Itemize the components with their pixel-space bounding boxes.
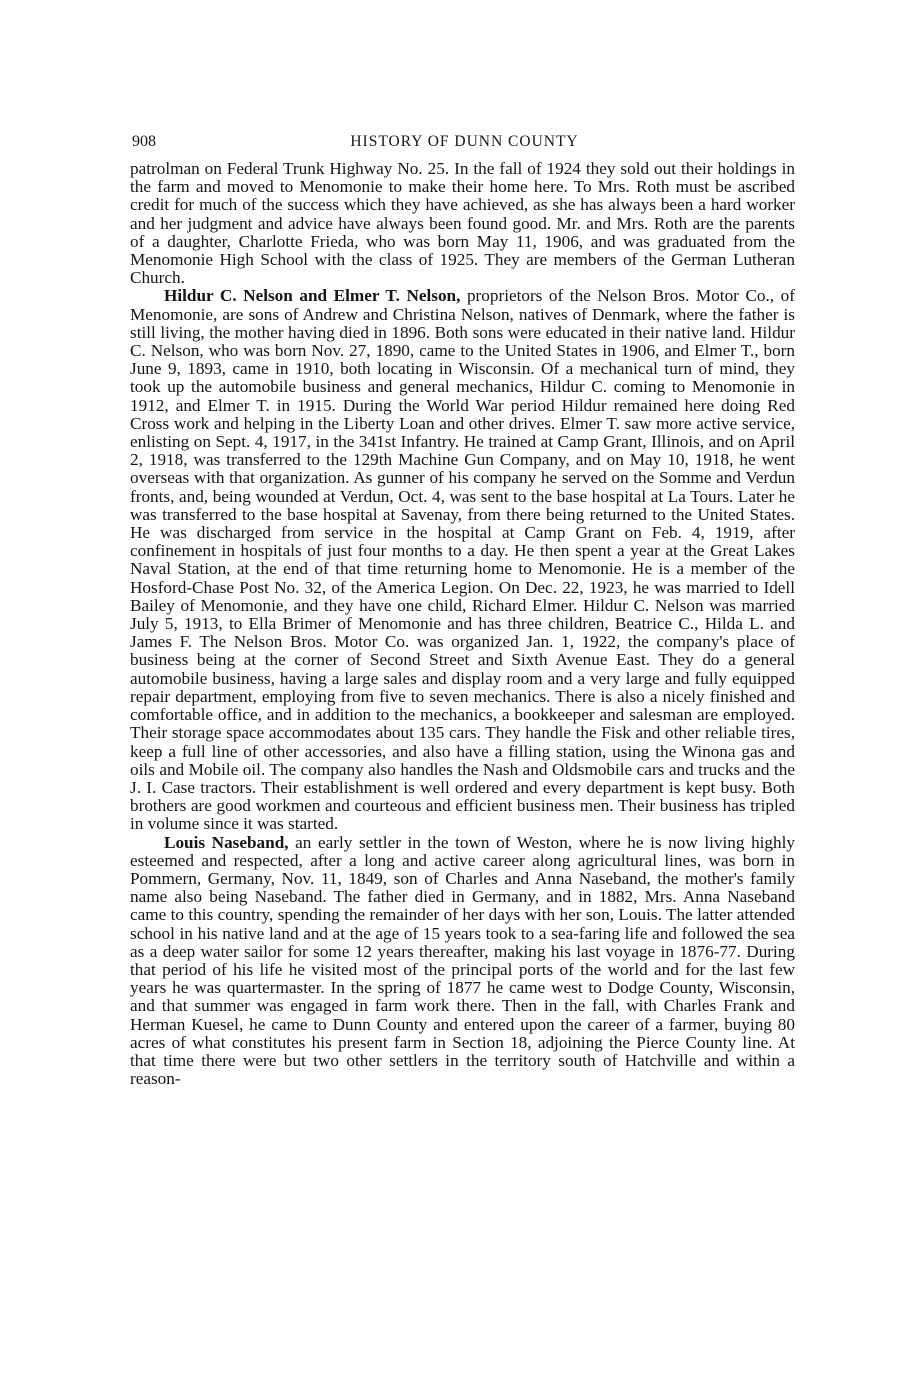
biography-subject-name: Louis Naseband, [164,832,289,852]
paragraph-nelson [130,287,795,833]
paragraph-roth-continued [130,160,795,287]
biography-subject-name: Hildur C. Nelson and Elmer T. Nelson, [164,286,461,306]
page-number: 908 [132,133,156,150]
running-title: HISTORY OF DUNN COUNTY [350,133,579,150]
paragraph-text: an early settler in the town of Weston, where he is now living highly esteemed and respected, after a long and active career along agricultural lines, was born in Pommern, Germany, Nov. 11, 1849, son of Charles and Anna Naseband, the mother's family name also being Naseband. The father died in Germany, and in 1882, Mrs. Anna Naseband came to this country, spending the remainder of her days with her son, Louis. The latter attended school in his native land and at the age of 15 years took to a sea-faring life and followed the sea as a deep water sailor for some 12 years thereafter, making his last voyage in 1876-77. During that period of his life he visited most of the principal ports of the world and for the last few years he was quartermaster. In the spring of 1877 he came west to Dodge County, Wisconsin, and that summer was engaged in farm work there. Then in the fall, with Charles Frank and Herman Kuesel, he came to Dunn County and entered upon the career of a farmer, buying 80 acres of what constitutes his present farm in Section 18, adjoining the Pierce County line. At that time there were but two other settlers in the territory south of Hatchville and within a reason- [130,832,795,1089]
paragraph-text: patrolman on Federal Trunk Highway No. 25. In the fall of 1924 they sold out their holdings in the farm and moved to Menomonie to make their home here. To Mrs. Roth must be ascribed credit for much of the success which they have achieved, as she has always been a hard worker and her judgment and advice have always been found good. Mr. and Mrs. Roth are the parents of a daughter, Charlotte Frieda, who was born May 11, 1906, and was graduated from the Menomonie High School with the class of 1925. They are members of the German Lutheran Church. [130,159,795,288]
body-text [130,160,795,1088]
paragraph-text: proprietors of the Nelson Bros. Motor Co., of Menomonie, are sons of Andrew and Christina Nelson, natives of Denmark, where the father is still living, the mother having died in 1896. Both sons were educated in their native land. Hildur C. Nelson, who was born Nov. 27, 1890, came to the United States in 1906, and Elmer T., born June 9, 1893, came in 1910, both locating in Wisconsin. Of a mechanical turn of mind, they took up the automobile business and general mechanics, Hildur C. coming to Menomonie in 1912, and Elmer T. in 1915. During the World War period Hildur remained here doing Red Cross work and helping in the Liberty Loan and other drives. Elmer T. saw more active service, enlisting on Sept. 4, 1917, in the 341st Infantry. He trained at Camp Grant, Illinois, and on April 2, 1918, was transferred to the 129th Machine Gun Company, and on May 10, 1918, he went overseas with that organization. As gunner of his company he served on the Somme and Verdun fronts, and, being wounded at Verdun, Oct. 4, was sent to the base hospital at La Tours. Later he was transferred to the base hospital at Savenay, from there being returned to the United States. He was discharged from service in the hospital at Camp Grant on Feb. 4, 1919, after confinement in hospitals of just four months to a day. He then spent a year at the Great Lakes Naval Station, at the end of that time returning home to Menomonie. He is a member of the Hosford-Chase Post No. 32, of the America Legion. On Dec. 22, 1923, he was married to Idell Bailey of Menomonie, and they have one child, Richard Elmer. Hildur C. Nelson was married July 5, 1913, to Ella Brimer of Menomonie and has three children, Beatrice C., Hilda L. and James F. The Nelson Bros. Motor Co. was organized Jan. 1, 1922, the company's place of business being at the corner of Second Street and Sixth Avenue East. They do a general automobile business, having a large sales and display room and a very large and fully equipped repair department, employing from five to seven mechanics. There is also a nicely finished and comfortable office, and in addition to the mechanics, a bookkeeper and salesman are employed. Their storage space accommodates about 135 cars. They handle the Fisk and other reliable tires, keep a full line of other accessories, and also have a filling station, using the Winona gas and oils and Mobile oil. The company also handles the Nash and Oldsmobile cars and trucks and the J. I. Case tractors. Their establishment is well ordered and every department is kept busy. Both brothers are good workmen and courteous and efficient business men. Their business has tripled in volume since it was started. [130,286,795,834]
paragraph-naseband [130,834,795,1089]
running-head [132,132,797,152]
